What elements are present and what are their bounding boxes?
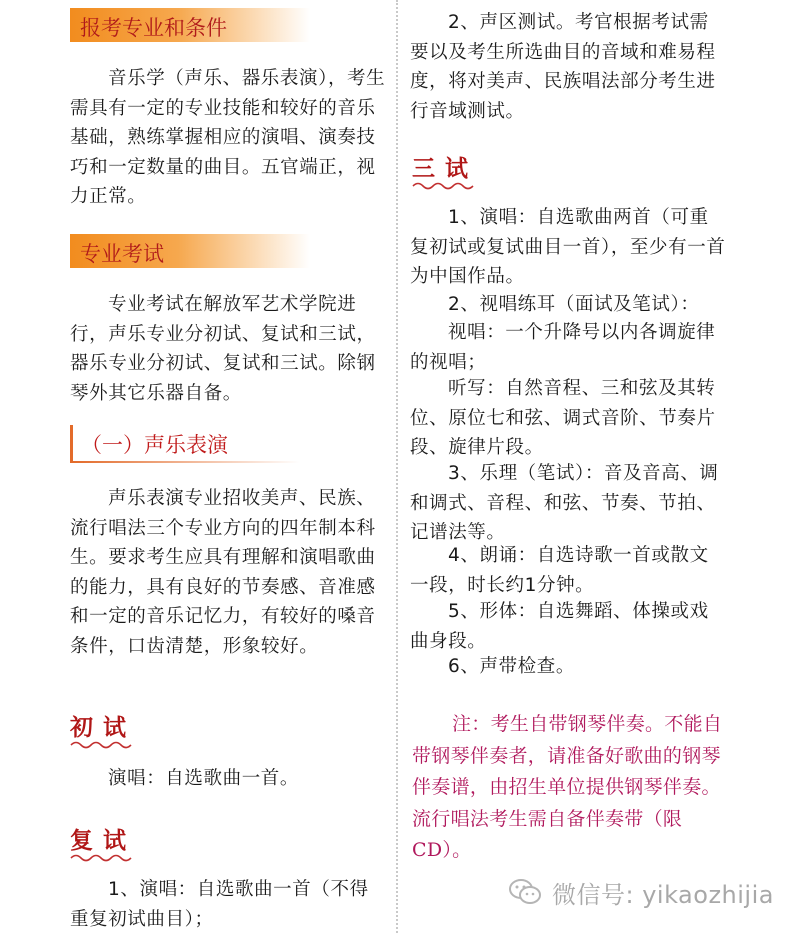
heading-first-exam: 初试	[70, 715, 136, 741]
squiggle-underline	[70, 740, 132, 750]
third-exam-item: 2、视唱练耳（面试及笔试）：	[448, 294, 700, 315]
paragraph-exam-info: 专业考试在解放军艺术学院进行，声乐专业分初试、复试和三试，器乐专业分初试、复试和三试。除钢琴外其它乐器自备。	[70, 294, 376, 404]
second-exam-text: 1、演唱：自选歌曲一首（不得重复初试曲目）；	[70, 879, 369, 930]
heading-second-exam: 复试	[70, 828, 136, 854]
wechat-icon	[508, 877, 542, 907]
section-heading: 专业考试	[80, 242, 164, 266]
column-divider	[396, 0, 398, 933]
third-exam-item: 视唱：一个升降号以内各调旋律的视唱；	[410, 322, 716, 373]
watermark-text: 微信号: yikaozhijia	[552, 880, 774, 909]
wechat-watermark	[508, 872, 774, 912]
third-exam-item: 5、形体：自选舞蹈、体操或戏曲身段。	[410, 601, 709, 652]
accompaniment-note: 注：考生自带钢琴伴奏。不能自带钢琴伴奏者，请准备好歌曲的钢琴伴奏谱，由招生单位提供钢琴伴奏。流行唱法考生需自备伴奏带（限CD）。	[412, 713, 723, 861]
third-exam-item: 4、朗诵：自选诗歌一首或散文一段，时长约1分钟。	[410, 545, 709, 596]
section-heading-bar	[70, 8, 310, 42]
paragraph-requirements: 音乐学（声乐、器乐表演），考生需具有一定的专业技能和较好的音乐基础，熟练掌握相应的演唱、演奏技巧和一定数量的曲目。五官端正，视力正常。	[70, 68, 386, 207]
subsection-heading: （一）声乐表演	[81, 433, 228, 457]
squiggle-underline	[412, 181, 474, 191]
third-exam-item: 1、演唱：自选歌曲两首（可重复初试或复试曲目一首），至少有一首为中国作品。	[410, 207, 726, 287]
third-exam-item: 3、乐理（笔试）：音及音高、调和调式、音程、和弦、节奏、节拍、记谱法等。	[410, 463, 719, 543]
squiggle-underline	[70, 853, 132, 863]
paragraph-vocal-range-test: 2、声区测试。考官根据考试需要以及考生所选曲目的音域和难易程度，将对美声、民族唱法部分考生进行音域测试。	[410, 12, 716, 122]
subsection-heading-frame	[70, 425, 300, 463]
section-heading: 报考专业和条件	[80, 16, 227, 40]
third-exam-item: 6、声带检查。	[448, 656, 575, 677]
paragraph-vocal-performance: 声乐表演专业招收美声、民族、流行唱法三个专业方向的四年制本科生。要求考生应具有理解和演唱歌曲的能力，具有良好的节奏感、音准感和一定的音乐记忆力，有较好的嗓音条件，口齿清楚，形象较好。	[70, 488, 376, 657]
first-exam-text: 演唱：自选歌曲一首。	[108, 768, 300, 789]
heading-third-exam: 三试	[412, 156, 478, 182]
third-exam-item: 听写：自然音程、三和弦及其转位、原位七和弦、调式音阶、节奏片段、旋律片段。	[410, 378, 716, 458]
section-heading-bar	[70, 234, 310, 268]
